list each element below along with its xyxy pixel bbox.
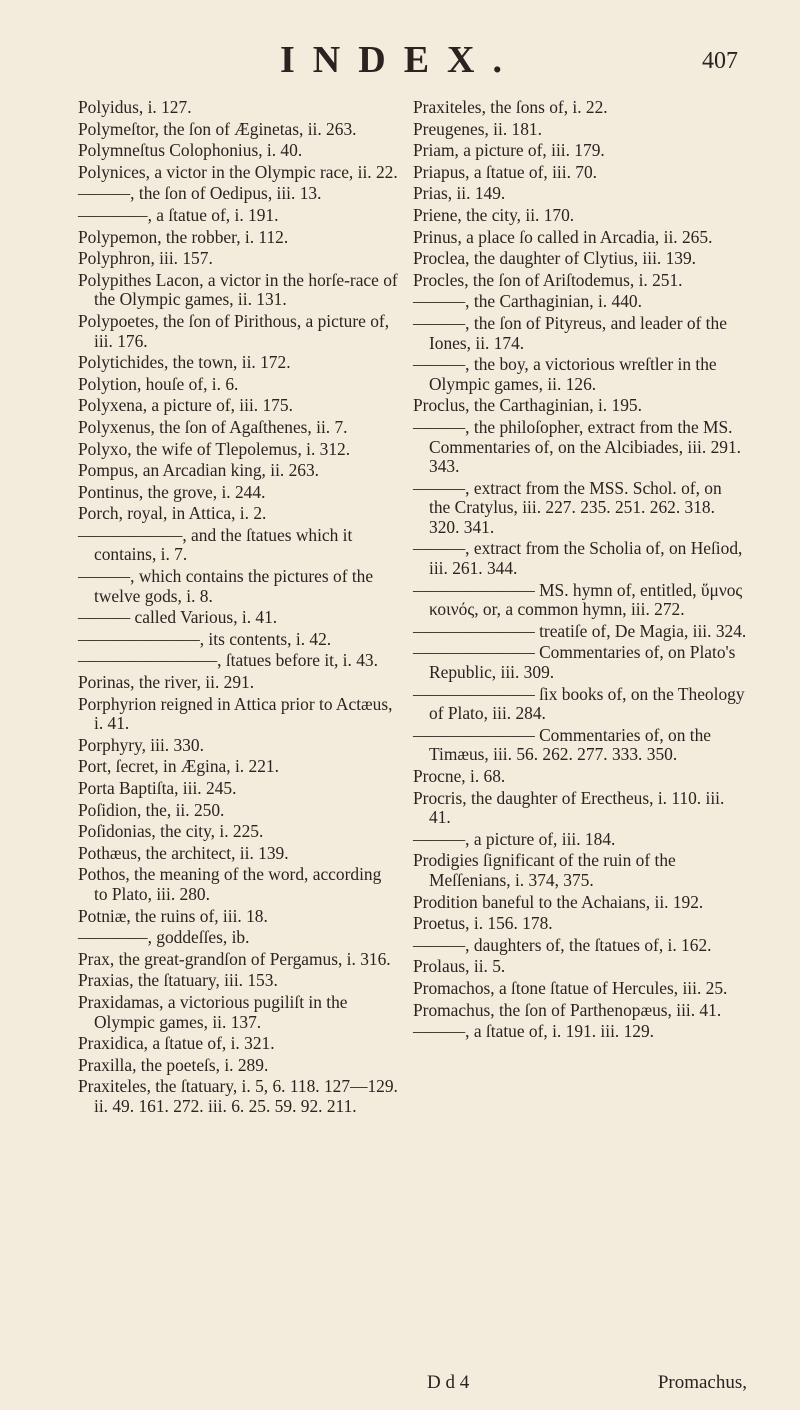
index-entry: ———, extract from the MSS. Schol. of, on the Cratylus, iii. 227. 235. 251. 262. 318. 320. 341. (413, 477, 722, 537)
page-title: INDEX. (280, 39, 520, 81)
index-entry: Praxidamas, a victorious pugiliſt in the Olympic games, ii. 137. (78, 991, 348, 1032)
index-entry: Polyxo, the wife of Tlepolemus, i. 312. (78, 438, 351, 459)
index-entry: Praxiteles, the ſtatuary, i. 5, 6. 118. 127—129. ii. 49. 161. 272. iii. 6. 25. 59. 92. 211. (78, 1076, 398, 1116)
index-entry: Praxias, the ſtatuary, iii. 153. (78, 970, 278, 991)
index-entry: ——— called Various, i. 41. (78, 607, 278, 628)
index-entry: Prias, ii. 149. (413, 183, 506, 204)
index-entry: Polyxenus, the ſon of Agaſthenes, ii. 7. (78, 416, 348, 437)
index-entry: Procne, i. 68. (413, 766, 506, 786)
index-entry: Priam, a picture of, iii. 179. (413, 140, 605, 161)
index-entry: ————, a ſtatue of, i. 191. (78, 204, 279, 225)
catchword: Promachus, (657, 1372, 747, 1393)
index-entry: Promachus, the ſon of Parthenopæus, iii. 41. (413, 999, 722, 1020)
index-entry: ———, the boy, a victorious wreſtler in the Olympic games, ii. 126. (413, 354, 717, 394)
index-entry: Proclea, the daughter of Clytius, iii. 139. (413, 248, 697, 269)
index-entry: Polypithes Lacon, a victor in the horſe-race of the Olympic games, ii. 131. (78, 269, 398, 310)
index-entry: ——————— treatiſe of, De Magia, iii. 324. (413, 620, 747, 641)
index-entry: ————————, ſtatues before it, i. 43. (78, 650, 378, 671)
page-number: 407 (702, 48, 738, 74)
index-entry: Polyxena, a picture of, iii. 175. (78, 395, 293, 416)
index-entry: Porphyrion reigned in Attica prior to Actæus, i. 41. (78, 693, 393, 734)
index-entry: Polymneſtus Colophonius, i. 40. (78, 140, 303, 161)
index-entry: Pompus, an Arcadian king, ii. 263. (78, 460, 320, 481)
index-entry: ———, the philoſopher, extract from the MS. Commentaries of, on the Alcibiades, iii. 291. 343. (413, 416, 742, 477)
index-entry: ——————— Commentaries of, on Plato's Republic, iii. 309. (413, 642, 736, 683)
page-footer (413, 1372, 747, 1398)
index-entry: ———, the ſon of Oedipus, iii. 13. (78, 183, 322, 204)
index-entry: Polyidus, i. 127. (78, 97, 192, 117)
index-entry: Port, ſecret, in Ægina, i. 221. (78, 756, 279, 777)
index-entry: Promachos, a ſtone ſtatue of Hercules, iii. 25. (413, 977, 728, 998)
index-entry: Pothos, the meaning of the word, according to Plato, iii. 280. (78, 864, 382, 904)
index-entry: Prax, the great-grandſon of Pergamus, i. 316. (78, 948, 391, 969)
index-entry: ———, which contains the pictures of the twelve gods, i. 8. (78, 566, 374, 606)
index-entry: ————, goddeſſes, ib. (78, 927, 250, 948)
index-entry: Prolaus, ii. 5. (413, 956, 506, 977)
index-entry: Procles, the ſon of Ariſtodemus, i. 251. (413, 269, 683, 290)
index-entry: Polypemon, the robber, i. 112. (78, 226, 289, 247)
index-entry: Pothæus, the architect, ii. 139. (78, 842, 289, 863)
index-entry: Poſidonias, the city, i. 225. (78, 821, 264, 842)
index-entry: Porta Baptiſta, iii. 245. (78, 778, 237, 798)
right-column (413, 98, 747, 1044)
index-entry: Praxilla, the poeteſs, i. 289. (78, 1054, 269, 1075)
index-entry: Porinas, the river, ii. 291. (78, 672, 255, 693)
index-entry: ———, extract from the Scholia of, on Heſiod, iii. 261. 344. (413, 538, 743, 579)
page-header (0, 38, 800, 88)
index-entry: Poſidion, the, ii. 250. (78, 799, 225, 820)
index-entry: Pontinus, the grove, i. 244. (78, 481, 266, 502)
index-entry: ———————, its contents, i. 42. (78, 628, 332, 649)
index-entry: Priene, the city, ii. 170. (413, 204, 575, 225)
index-entry: Praxidica, a ſtatue of, i. 321. (78, 1033, 275, 1054)
left-column (78, 98, 398, 1119)
index-entry: ———, the ſon of Pityreus, and leader of the Iones, ii. 174. (413, 312, 727, 353)
index-entry: ——————— Commentaries of, on the Timæus, iii. 56. 262. 277. 333. 350. (413, 724, 712, 765)
index-entry: Polyphron, iii. 157. (78, 248, 213, 269)
index-entry: Preugenes, ii. 181. (413, 118, 542, 139)
index-entry: Praxiteles, the ſons of, i. 22. (413, 97, 608, 117)
index-entry: Polymeſtor, the ſon of Æginetas, ii. 263. (78, 118, 357, 139)
index-entry: ——————— ſix books of, on the Theology of Plato, iii. 284. (413, 683, 745, 724)
index-entry: Prinus, a place ſo called in Arcadia, ii. 265. (413, 226, 713, 247)
index-entry: ——————, and the ſtatues which it contains, i. 7. (78, 524, 353, 565)
index-entry: Prodition baneful to the Achaians, ii. 192. (413, 891, 704, 912)
index-entry: Priapus, a ſtatue of, iii. 70. (413, 161, 598, 182)
signature-mark: D d 4 (427, 1372, 470, 1393)
index-entry: ———, daughters of, the ſtatues of, i. 162. (413, 934, 712, 955)
index-entry: Polypoetes, the ſon of Pirithous, a picture of, iii. 176. (78, 310, 390, 351)
index-entry: Porch, royal, in Attica, i. 2. (78, 503, 267, 524)
index-entry: Proclus, the Carthaginian, i. 195. (413, 395, 642, 416)
index-entry: Prodigies ſignificant of the ruin of the Meſſenians, i. 374, 375. (413, 850, 676, 890)
index-entry: Porphyry, iii. 330. (78, 734, 204, 755)
index-entry: Procris, the daughter of Erectheus, i. 110. iii. 41. (413, 787, 725, 828)
index-entry: ——————— MS. hymn of, entitled, ὕμνος κοινός, or, a common hymn, iii. 272. (413, 579, 743, 620)
index-entry: Polytichides, the town, ii. 172. (78, 352, 291, 373)
index-entry: Potniæ, the ruins of, iii. 18. (78, 905, 268, 926)
index-entry: ———, a picture of, iii. 184. (413, 828, 616, 849)
index-entry: Proetus, i. 156. 178. (413, 913, 553, 934)
index-entry: Polytion, houſe of, i. 6. (78, 373, 239, 394)
index-entry: ———, the Carthaginian, i. 440. (413, 291, 642, 312)
index-entry: ———, a ſtatue of, i. 191. iii. 129. (413, 1021, 655, 1042)
index-entry: Polynices, a victor in the Olympic race, ii. 22. (78, 161, 398, 182)
